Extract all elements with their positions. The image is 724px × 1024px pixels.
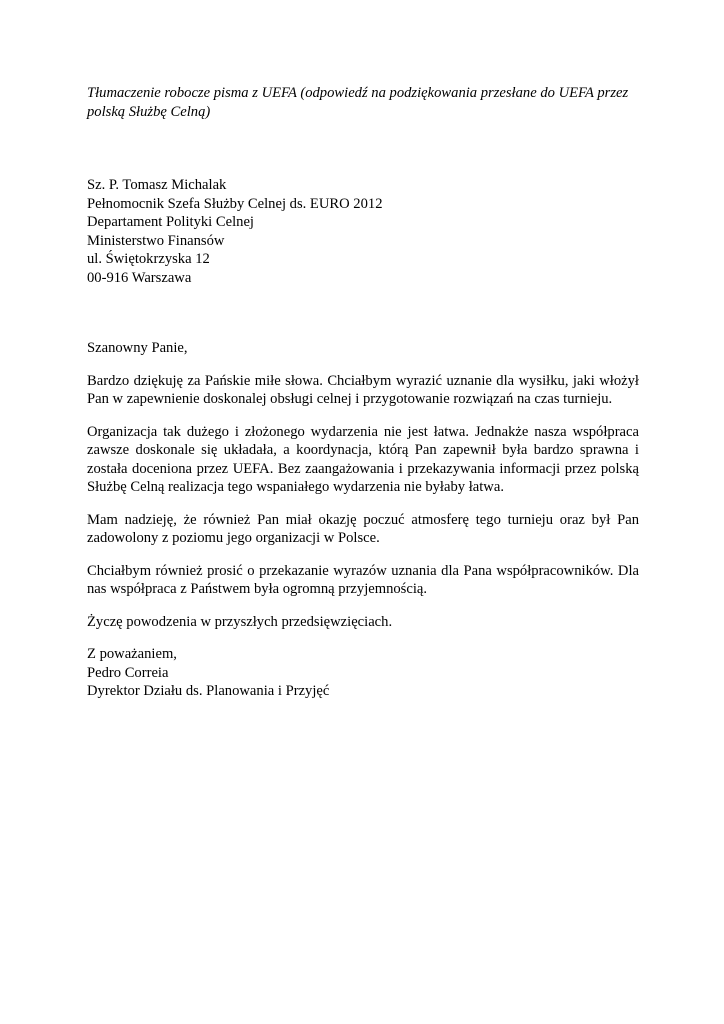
translation-heading: Tłumaczenie robocze pisma z UEFA (odpowiedź na podziękowania przesłane do UEFA przez polską Służbę Celną) xyxy=(87,85,629,120)
body-paragraph: Życzę powodzenia w przyszłych przedsięwzięciach. xyxy=(87,613,393,630)
address-line: Ministerstwo Finansów xyxy=(87,232,225,249)
signature-block xyxy=(87,645,639,701)
body-paragraph: Bardzo dziękuję za Pańskie miłe słowa. Chciałbym wyrazić uznanie dla wysiłku, jaki włożył Pan w zapewnienie doskonalej obsługi celnej i przygotowanie rozwiązań na czas turnieju. xyxy=(87,372,639,407)
closing-line: Z poważaniem, xyxy=(87,646,177,662)
salutation: Szanowny Panie, xyxy=(87,340,188,356)
address-line: Sz. P. Tomasz Michalak xyxy=(87,177,227,193)
recipient-address xyxy=(87,176,639,287)
letter-page xyxy=(87,84,639,701)
address-line: 00-916 Warszawa xyxy=(87,269,192,286)
signer-name: Pedro Correia xyxy=(87,664,169,681)
address-line: ul. Świętokrzyska 12 xyxy=(87,251,210,267)
address-line: Pełnomocnik Szefa Służby Celnej ds. EURO 2012 xyxy=(87,195,383,212)
body-paragraph: Chciałbym również prosić o przekazanie wyrazów uznania dla Pana współpracowników. Dla nas współpraca z Państwem była ogromną przyjemnością. xyxy=(87,562,639,597)
signer-title: Dyrektor Działu ds. Planowania i Przyjęć xyxy=(87,683,330,699)
address-line: Departament Polityki Celnej xyxy=(87,214,254,230)
body-paragraph: Organizacja tak dużego i złożonego wydarzenia nie jest łatwa. Jednakże nasza współpraca zawsze doskonale się układała, a koordynacja, którą Pan zapewnił była bardzo sprawna i została doceniona przez UEFA. Bez zaangażowania i przekazywania informacji przez polską Służbę Celną realizacja tego wspaniałego wydarzenia nie byłaby łatwa. xyxy=(87,423,639,495)
body-paragraph: Mam nadzieję, że również Pan miał okazję poczuć atmosferę tego turnieju oraz był Pan zadowolony z poziomu jego organizacji w Polsce. xyxy=(87,511,639,546)
